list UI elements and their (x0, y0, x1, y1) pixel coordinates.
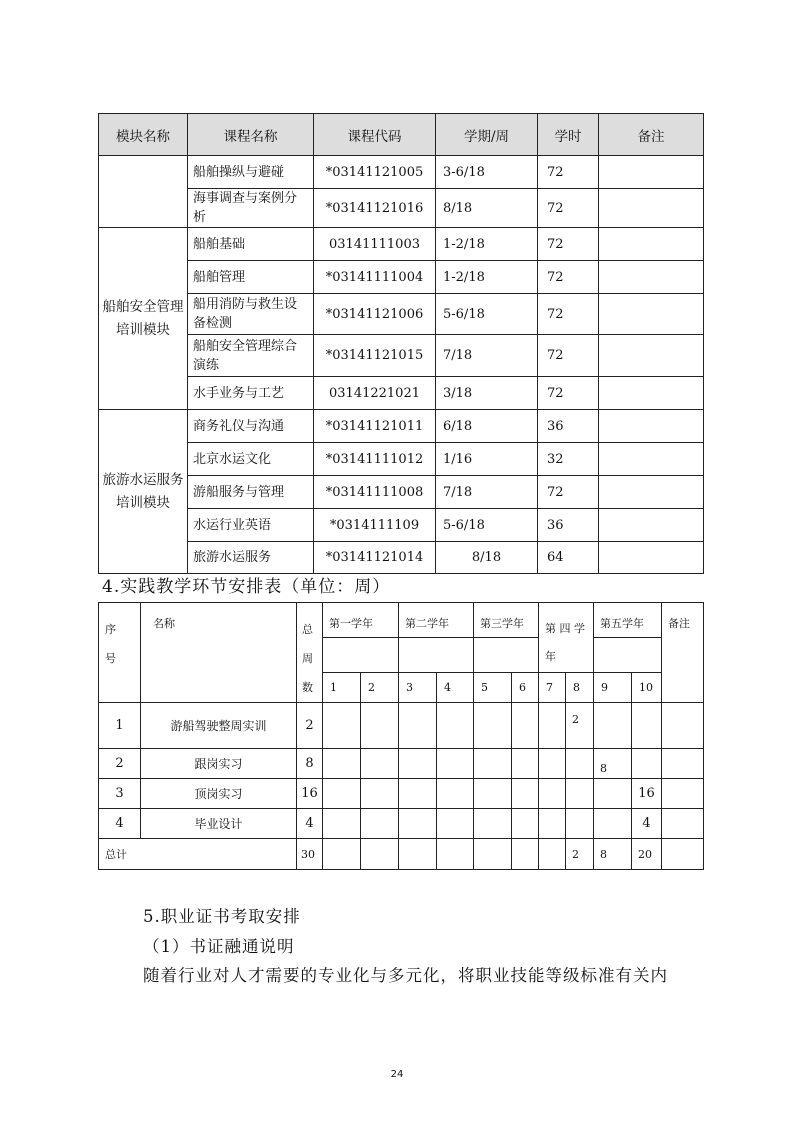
table-row (99, 410, 704, 443)
row-value: 8 (594, 749, 632, 779)
header-total-weeks: 总周数 (297, 603, 323, 703)
course-note (599, 443, 704, 476)
row-value: 16 (632, 779, 662, 809)
course-name: 船用消防与救生设备检测 (188, 294, 314, 335)
row-value: 4 (632, 809, 662, 839)
table-row (99, 809, 704, 839)
term-label: 2 (361, 672, 399, 702)
course-name: 游船服务与管理 (188, 476, 314, 509)
header-notes: 备注 (662, 603, 704, 703)
course-term: 6/18 (436, 410, 538, 443)
course-term: 1-2/18 (436, 261, 538, 294)
header-year-5: 第五学年 (594, 603, 662, 638)
body-paragraph: 随着行业对人才需要的专业化与多元化，将职业技能等级标准有关内 (143, 966, 668, 985)
total-label: 总计 (99, 839, 297, 870)
course-code: *03141121016 (314, 189, 436, 228)
header-seq: 序号 (99, 603, 141, 703)
header-module: 模块名称 (99, 114, 188, 156)
course-name: 北京水运文化 (188, 443, 314, 476)
practice-table-title: 4.实践教学环节安排表（单位：周） (102, 577, 391, 597)
course-code: *03141111012 (314, 443, 436, 476)
course-note (599, 228, 704, 261)
course-code: *03141111008 (314, 476, 436, 509)
row-seq: 1 (99, 703, 141, 749)
course-term: 8/18 (436, 189, 538, 228)
course-name: 海事调查与案例分析 (188, 189, 314, 228)
course-name: 商务礼仪与沟通 (188, 410, 314, 443)
course-name: 旅游水运服务 (188, 542, 314, 574)
course-note (599, 261, 704, 294)
total-row (99, 839, 704, 870)
course-note (599, 294, 704, 335)
course-hours: 72 (538, 228, 599, 261)
row-name: 跟岗实习 (141, 749, 297, 779)
practice-header-row (99, 603, 704, 638)
header-term-week: 学期/周 (436, 114, 538, 156)
row-name: 毕业设计 (141, 809, 297, 839)
course-note (599, 189, 704, 228)
row-total: 4 (297, 809, 323, 839)
term-label: 5 (474, 672, 512, 702)
course-hours: 72 (538, 377, 599, 410)
table-row (99, 443, 704, 476)
course-name: 船舶操纵与避碰 (188, 156, 314, 189)
table-row (99, 261, 704, 294)
header-year-2: 第二学年 (399, 603, 474, 638)
term-label: 9 (594, 672, 632, 702)
course-note (599, 377, 704, 410)
term-label: 4 (437, 672, 474, 702)
header-year-1: 第一学年 (323, 603, 399, 638)
course-note (599, 542, 704, 574)
table-row (99, 335, 704, 377)
course-term: 1-2/18 (436, 228, 538, 261)
row-name: 顶岗实习 (141, 779, 297, 809)
header-name: 名称 (141, 603, 297, 703)
course-term: 8/18 (436, 542, 538, 574)
course-code: *03141121005 (314, 156, 436, 189)
course-hours: 72 (538, 189, 599, 228)
course-code: 03141221021 (314, 377, 436, 410)
term-label: 6 (512, 672, 539, 702)
total-weeks: 30 (297, 839, 323, 870)
course-note (599, 335, 704, 377)
table-row (99, 294, 704, 335)
page-number: 24 (390, 1069, 404, 1080)
row-seq: 3 (99, 779, 141, 809)
row-name: 游船驾驶整周实训 (141, 703, 297, 749)
table-row (99, 542, 704, 574)
term-label: 10 (632, 672, 662, 702)
course-note (599, 410, 704, 443)
course-code: *03141121011 (314, 410, 436, 443)
course-code: *0314111109 (314, 509, 436, 542)
total-value: 2 (566, 839, 594, 870)
row-seq: 4 (99, 809, 141, 839)
course-code: *03141121015 (314, 335, 436, 377)
table-row (99, 509, 704, 542)
course-term: 3-6/18 (436, 156, 538, 189)
course-note (599, 509, 704, 542)
table-row (99, 703, 704, 749)
subsection-1-title: （1）书证融通说明 (143, 937, 295, 956)
module-name (99, 156, 188, 228)
table-row (99, 476, 704, 509)
course-hours: 36 (538, 410, 599, 443)
header-year-3: 第三学年 (474, 603, 539, 638)
course-name: 水运行业英语 (188, 509, 314, 542)
course-code: *03141121006 (314, 294, 436, 335)
course-code: *03141111004 (314, 261, 436, 294)
row-total: 8 (297, 749, 323, 779)
course-hours: 32 (538, 443, 599, 476)
table-row (99, 156, 704, 189)
total-value: 8 (594, 839, 632, 870)
header-year-4: 第 四 学年 (539, 603, 594, 673)
module-name: 旅游水运服务培训模块 (99, 410, 188, 574)
section-5-title: 5.职业证书考取安排 (143, 907, 301, 926)
course-table-header (99, 114, 704, 156)
course-note (599, 156, 704, 189)
table-row (99, 779, 704, 809)
course-name: 船舶管理 (188, 261, 314, 294)
table-row (99, 228, 704, 261)
header-notes: 备注 (599, 114, 704, 156)
course-name: 水手业务与工艺 (188, 377, 314, 410)
header-course-code: 课程代码 (314, 114, 436, 156)
course-note (599, 476, 704, 509)
course-term: 7/18 (436, 476, 538, 509)
course-hours: 72 (538, 335, 599, 377)
course-term: 5-6/18 (436, 294, 538, 335)
course-term: 5-6/18 (436, 509, 538, 542)
term-label: 7 (539, 672, 566, 702)
row-total: 2 (297, 703, 323, 749)
course-term: 1/16 (436, 443, 538, 476)
course-table (98, 113, 704, 574)
course-hours: 36 (538, 509, 599, 542)
course-name: 船舶基础 (188, 228, 314, 261)
table-row (99, 189, 704, 228)
course-hours: 72 (538, 294, 599, 335)
course-hours: 72 (538, 261, 599, 294)
course-hours: 72 (538, 476, 599, 509)
course-term: 7/18 (436, 335, 538, 377)
practice-table (98, 602, 704, 870)
course-term: 3/18 (436, 377, 538, 410)
header-hours: 学时 (538, 114, 599, 156)
row-seq: 2 (99, 749, 141, 779)
term-label: 1 (323, 672, 361, 702)
header-course-name: 课程名称 (188, 114, 314, 156)
row-total: 16 (297, 779, 323, 809)
row-value: 2 (566, 703, 594, 749)
term-label: 3 (399, 672, 437, 702)
total-value: 20 (632, 839, 662, 870)
course-hours: 64 (538, 542, 599, 574)
course-code: *03141121014 (314, 542, 436, 574)
course-hours: 72 (538, 156, 599, 189)
table-row (99, 749, 704, 779)
module-name: 船舶安全管理培训模块 (99, 228, 188, 410)
table-row (99, 377, 704, 410)
course-name: 船舶安全管理综合演练 (188, 335, 314, 377)
term-label: 8 (566, 672, 594, 702)
course-code: 03141111003 (314, 228, 436, 261)
